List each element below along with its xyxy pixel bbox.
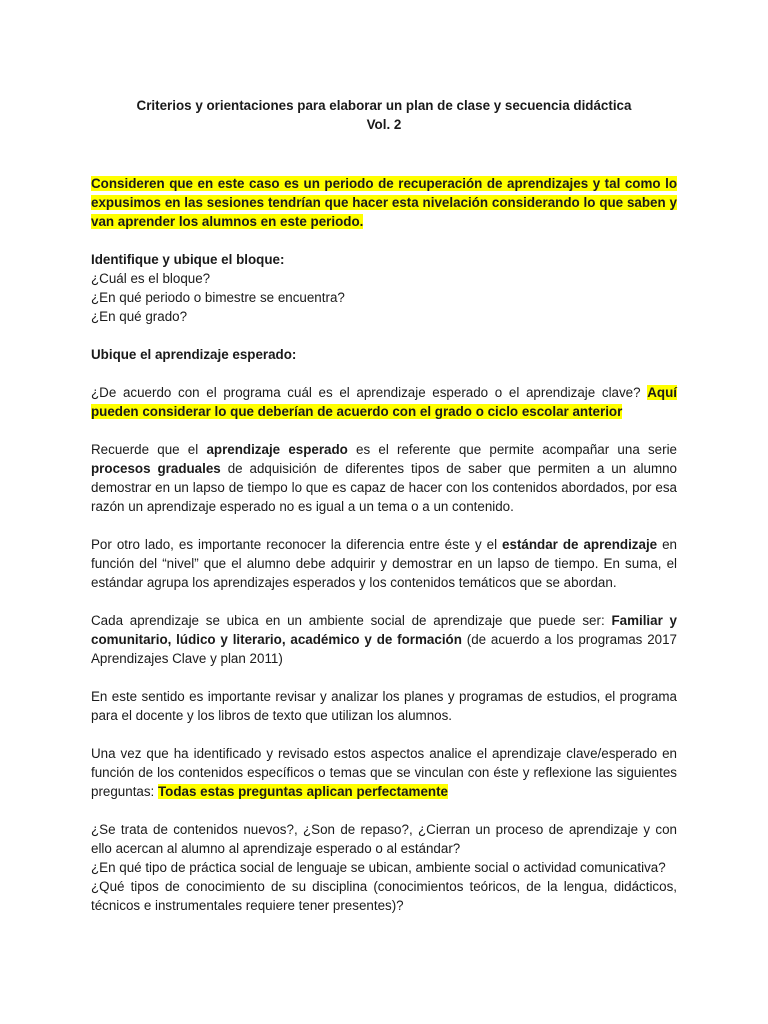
bloque-section: [91, 250, 677, 326]
una-vez-paragraph: [91, 744, 677, 801]
bloque-question-1: ¿Cuál es el bloque?: [91, 271, 211, 286]
sentido-paragraph: En este sentido es importante revisar y analizar los planes y programas de estudios, el programa para el docente y los libros de texto que utilizan los alumnos.: [91, 689, 677, 723]
ambiente-text-1: Cada aprendizaje se ubica en un ambiente social de aprendizaje que puede ser:: [91, 613, 612, 628]
ambiente-paragraph: [91, 611, 677, 668]
aprendizaje-question: ¿De acuerdo con el programa cuál es el aprendizaje esperado o el aprendizaje clave?: [91, 385, 641, 400]
document-title: [91, 96, 677, 134]
recuerde-bold-1: aprendizaje esperado: [206, 442, 348, 457]
otro-lado-text-1: Por otro lado, es importante reconocer la diferencia entre éste y el: [91, 537, 503, 552]
intro-highlight: Consideren que en este caso es un periodo de recuperación de aprendizajes y tal como lo expusimos en las sesiones tendrían que hacer esta nivelación considerando lo que saben y van aprender los alumnos en este periodo.: [91, 176, 677, 229]
otro-lado-text-2: en función del “nivel” que el alumno debe adquirir y demostrar en un lapso de tiempo. En suma, el estándar agrupa los aprendizajes esperados y los contenidos temáticos que se abordan.: [91, 537, 677, 590]
final-question-2: ¿En qué tipo de práctica social de lenguaje se ubican, ambiente social o actividad comunicativa?: [91, 860, 666, 875]
title-line-2: Vol. 2: [366, 117, 402, 132]
recuerde-paragraph: [91, 440, 677, 516]
una-vez-highlight: Todas estas preguntas aplican perfectamente: [158, 784, 448, 799]
recuerde-text-3: de adquisición de diferentes tipos de saber que permiten a un alumno demostrar en un lapso de tiempo lo que es capaz de hacer con los contenidos abordados, por esa razón un aprendizaje esperado no es igual a un tema o a un contenido.: [91, 461, 677, 514]
ambiente-bold-1: Familiar y comunitario, lúdico y literario, académico y de formación: [91, 613, 677, 647]
una-vez-text-1: Una vez que ha identificado y revisado estos aspectos analice el aprendizaje clave/esperado en función de los contenidos específicos o temas que se vinculan con éste y reflexione las siguientes preguntas:: [91, 746, 677, 799]
otro-lado-paragraph: [91, 535, 677, 592]
bloque-question-3: ¿En qué grado?: [91, 309, 188, 324]
final-question-3: ¿Qué tipos de conocimiento de su disciplina (conocimientos teóricos, de la lengua, didácticos, técnicos e instrumentales requiere tener presentes)?: [91, 879, 677, 913]
final-questions: [91, 820, 677, 915]
bloque-heading: Identifique y ubique el bloque:: [91, 252, 285, 267]
recuerde-text-2: es el referente que permite acompañar una serie: [347, 442, 677, 457]
ambiente-text-2: (de acuerdo a los programas 2017 Aprendizajes Clave y plan 2011): [91, 632, 677, 666]
title-line-1: Criterios y orientaciones para elaborar un plan de clase y secuencia didáctica: [136, 98, 632, 113]
aprendizaje-heading: Ubique el aprendizaje esperado:: [91, 347, 297, 362]
otro-lado-bold-1: estándar de aprendizaje: [502, 537, 658, 552]
aprendizaje-paragraph: [91, 383, 677, 421]
recuerde-text-1: Recuerde que el: [91, 442, 207, 457]
bloque-question-2: ¿En qué periodo o bimestre se encuentra?: [91, 290, 345, 305]
recuerde-bold-2: procesos graduales: [91, 461, 221, 476]
aprendizaje-highlight: Aquí pueden considerar lo que deberían de acuerdo con el grado o ciclo escolar anterior: [91, 385, 677, 419]
final-question-1: ¿Se trata de contenidos nuevos?, ¿Son de repaso?, ¿Cierran un proceso de aprendizaje y con ello acercan al alumno al aprendizaje esperado o al estándar?: [91, 822, 677, 856]
intro-paragraph: [91, 174, 677, 231]
